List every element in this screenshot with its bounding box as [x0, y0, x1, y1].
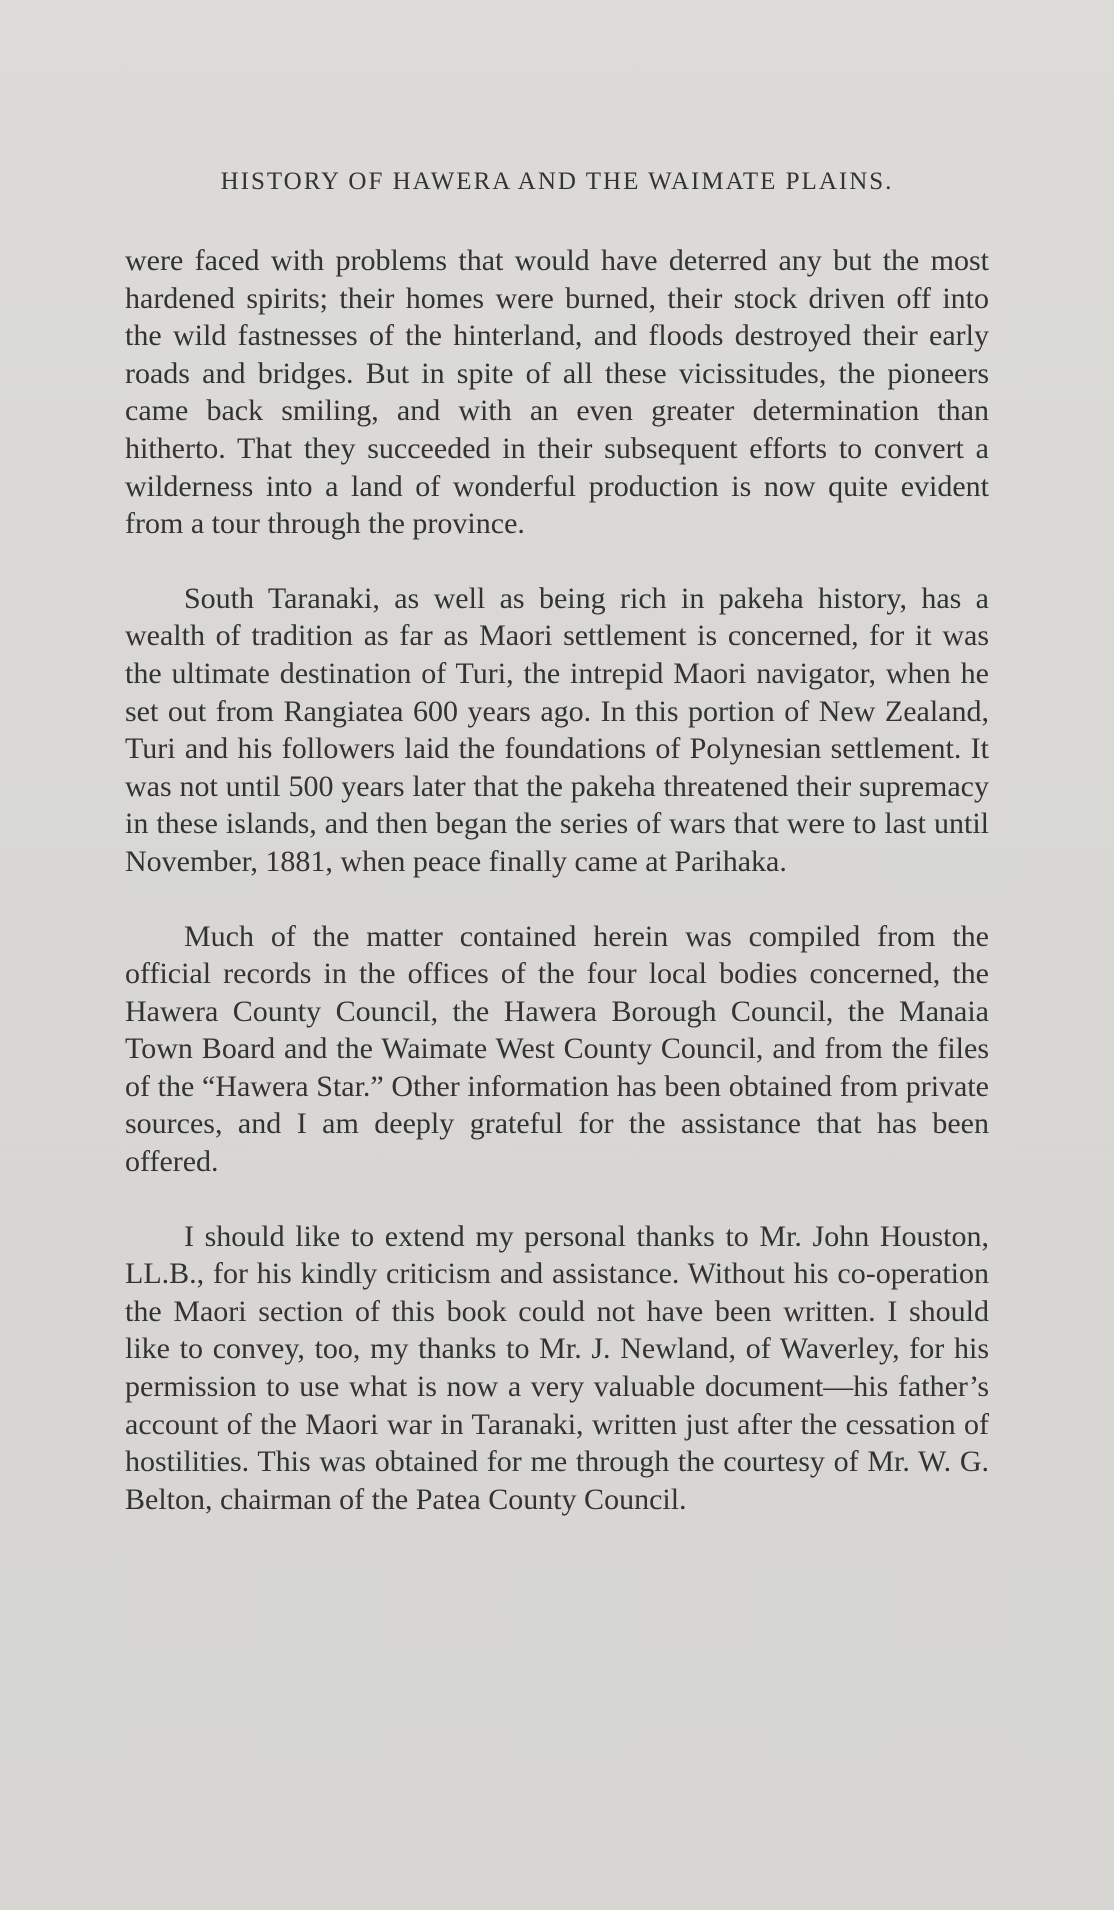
paragraph-continuation: were faced with problems that would have deterred any but the most hardened spirits; their homes were burned, their stock driven off into the wild fastnesses of the hinterland, and floods destroyed their early roads and bridges. But in spite of all these vicissitudes, the pioneers came back smiling, and with an even greater determination than hitherto. That they succeeded in their subsequent efforts to convert a wilderness into a land of wonderful production is now quite evident from a tour through the province. — [125, 244, 989, 541]
paragraph-acknowledgements: I should like to extend my personal thanks to Mr. John Houston, LL.B., for his kindly criticism and assistance. Without his co-operation the Maori section of this book could not have been written. I should like to convey, too, my thanks to Mr. J. Newland, of Waverley, for his permission to use what is now a very valuable document—his father’s account of the Maori war in Taranaki, written just after the cessation of hostilities. This was obtained for me through the courtesy of Mr. W. G. Belton, chairman of the Patea County Council. — [125, 1219, 989, 1516]
paragraph-sources: Much of the matter contained herein was compiled from the official records in the offices of the four local bodies concerned, the Hawera County Council, the Hawera Borough Council, the Manaia Town Board and the Waimate West County Council, and from the files of the “Hawera Star.” Other information has been obtained from private sources, and I am deeply grateful for the assistance that has been offered. — [125, 919, 989, 1179]
running-head: HISTORY OF HAWERA AND THE WAIMATE PLAINS. — [220, 168, 894, 195]
body-text — [125, 242, 989, 1555]
paragraph-south-taranaki: South Taranaki, as well as being rich in pakeha history, has a wealth of tradition as far as Maori settlement is concerned, for it was the ultimate destination of Turi, the intrepid Maori navigator, when he set out from Rangiatea 600 years ago. In this portion of New Zealand, Turi and his followers laid the foundations of Polynesian settlement. It was not until 500 years later that the pakeha threatened their supremacy in these islands, and then began the series of wars that were to last until November, 1881, when peace finally came at Parihaka. — [125, 581, 989, 878]
